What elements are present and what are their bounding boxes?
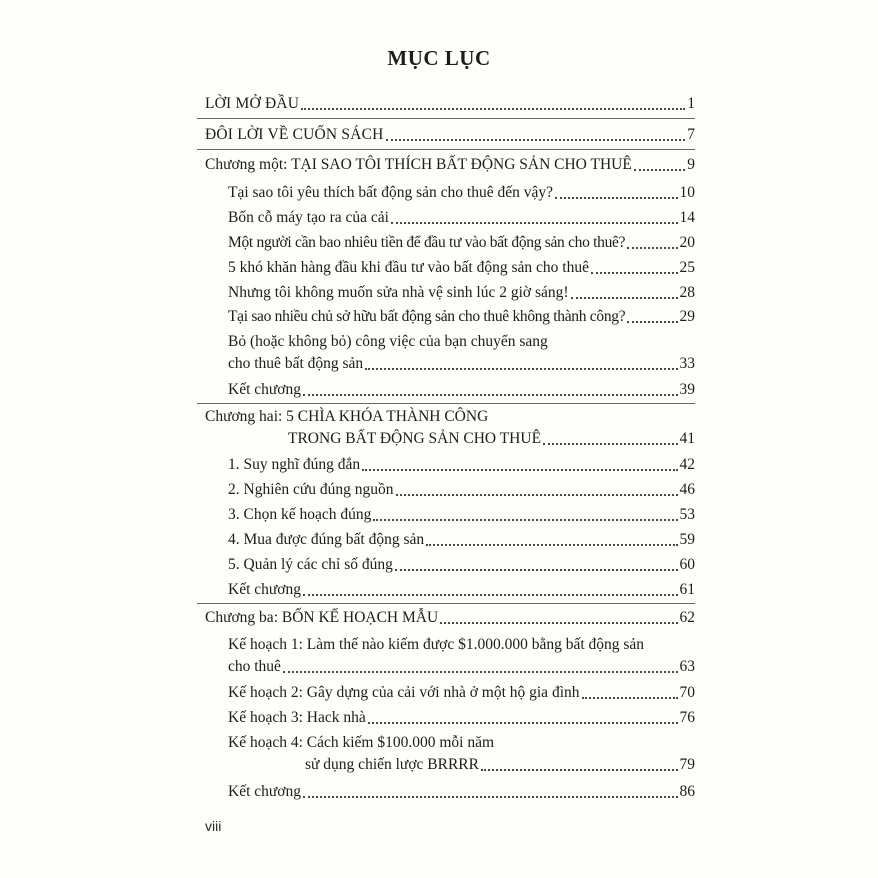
leader-dots	[395, 569, 678, 571]
section-divider	[197, 603, 695, 604]
toc-page-number: 79	[679, 756, 695, 773]
leader-dots	[283, 671, 678, 673]
page-folio: viii	[205, 818, 222, 834]
toc-chapter-1[interactable]	[205, 153, 695, 175]
toc-entry-label: 5 khó khăn hàng đầu khi đầu tư vào bất động sản cho thuê	[228, 259, 589, 276]
toc-entry[interactable]	[228, 378, 695, 400]
toc-page-number: 46	[679, 481, 695, 498]
toc-entry-label: Kế hoạch 3: Hack nhà	[228, 709, 366, 726]
leader-dots	[634, 169, 685, 171]
toc-entry-label: Một người cần bao nhiêu tiền để đầu tư vào bất động sản cho thuê?	[228, 234, 626, 251]
leader-dots	[303, 394, 678, 396]
leader-dots	[368, 722, 678, 724]
toc-entry-label: Tại sao nhiều chủ sở hữu bất động sản cho thuê không thành công?	[228, 308, 626, 325]
section-divider	[197, 149, 695, 150]
toc-entry-label: 3. Chọn kế hoạch đúng	[228, 506, 372, 523]
toc-entry[interactable]	[228, 681, 695, 703]
toc-entry-label: 4. Mua được đúng bất động sản	[228, 531, 425, 548]
toc-page-number: 41	[679, 430, 695, 447]
toc-page-number: 10	[679, 184, 695, 201]
leader-dots	[591, 272, 678, 274]
toc-entry-label-line1: Kế hoạch 4: Cách kiếm $100.000 mỗi năm	[228, 734, 495, 751]
toc-page-number: 76	[679, 709, 695, 726]
section-divider	[197, 403, 695, 404]
toc-page-number: 1	[687, 95, 695, 112]
toc-entry-label: TRONG BẤT ĐỘNG SẢN CHO THUÊ	[288, 430, 542, 447]
toc-entry[interactable]	[228, 706, 695, 728]
toc-entry[interactable]	[228, 305, 695, 327]
toc-page-number: 59	[679, 531, 695, 548]
section-divider	[197, 118, 695, 119]
toc-entry[interactable]	[228, 181, 695, 203]
toc-entry-label: Tại sao tôi yêu thích bất động sản cho thuê đến vậy?	[228, 184, 553, 201]
leader-dots	[440, 622, 677, 624]
toc-entry-label: ĐÔI LỜI VỀ CUỐN SÁCH	[205, 126, 384, 143]
leader-dots	[582, 697, 678, 699]
toc-page-number: 9	[687, 156, 695, 173]
toc-page-number: 42	[679, 456, 695, 473]
toc-entry-label: Chương ba: BỐN KẾ HOẠCH MẪU	[205, 609, 439, 626]
toc-entry-label-line1: Bỏ (hoặc không bỏ) công việc của bạn chuyển sang	[228, 333, 548, 350]
toc-page-number: 53	[679, 506, 695, 523]
toc-entry[interactable]	[228, 281, 695, 303]
leader-dots	[303, 594, 678, 596]
toc-entry-label: 2. Nghiên cứu đúng nguồn	[228, 481, 394, 498]
toc-page-number: 25	[679, 259, 695, 276]
leader-dots	[555, 197, 678, 199]
leader-dots	[627, 247, 677, 249]
toc-chapter-2[interactable]	[288, 427, 695, 449]
toc-entry-label: Kế hoạch 2: Gây dựng của cải với nhà ở một hộ gia đình	[228, 684, 580, 701]
leader-dots	[365, 368, 677, 370]
leader-dots	[627, 321, 677, 323]
toc-entry-loi-mo-dau[interactable]	[205, 92, 695, 114]
toc-entry-doi-loi[interactable]	[205, 123, 695, 145]
toc-entry-label: LỜI MỞ ĐẦU	[205, 95, 300, 112]
toc-entry[interactable]	[228, 231, 695, 253]
toc-page-number: 63	[679, 658, 695, 675]
toc-page-number: 28	[679, 284, 695, 301]
toc-entry[interactable]	[228, 553, 695, 575]
toc-entry-label: cho thuê bất động sản	[228, 355, 364, 372]
toc-page-number: 29	[679, 308, 695, 325]
leader-dots	[481, 769, 678, 771]
leader-dots	[426, 544, 677, 546]
leader-dots	[301, 108, 685, 110]
toc-entry[interactable]	[228, 478, 695, 500]
page-title: MỤC LỤC	[387, 46, 491, 70]
toc-entry[interactable]	[228, 655, 695, 677]
toc-page-number: 61	[679, 581, 695, 598]
leader-dots	[303, 796, 678, 798]
toc-entry[interactable]	[228, 578, 695, 600]
toc-entry[interactable]	[305, 753, 695, 775]
leader-dots	[386, 139, 686, 141]
toc-entry[interactable]	[228, 780, 695, 802]
toc-page-number: 39	[679, 381, 695, 398]
toc-entry[interactable]	[228, 206, 695, 228]
toc-entry[interactable]	[228, 352, 695, 374]
toc-chapter-3[interactable]	[205, 606, 695, 628]
toc-page-number: 60	[679, 556, 695, 573]
toc-entry-label: cho thuê	[228, 658, 281, 675]
toc-page-number: 62	[679, 609, 695, 626]
leader-dots	[571, 297, 678, 299]
toc-entry-label: Kết chương	[228, 783, 301, 800]
toc-entry-label: Bốn cỗ máy tạo ra của cải	[228, 209, 389, 226]
leader-dots	[362, 469, 677, 471]
toc-entry[interactable]	[228, 256, 695, 278]
toc-chapter-2-line1: Chương hai: 5 CHÌA KHÓA THÀNH CÔNG	[205, 408, 489, 425]
toc-entry-label: 5. Quản lý các chỉ số đúng	[228, 556, 393, 573]
toc-entry-label: Nhưng tôi không muốn sửa nhà vệ sinh lúc 2 giờ sáng!	[228, 284, 569, 301]
toc-entry-label: Kết chương	[228, 581, 301, 598]
toc-page-number: 86	[679, 783, 695, 800]
toc-entry-label-line1: Kế hoạch 1: Làm thế nào kiếm được $1.000.000 bằng bất động sản	[228, 636, 645, 653]
toc-page-number: 70	[679, 684, 695, 701]
toc-page-number: 33	[679, 355, 695, 372]
toc-entry-label: Chương một: TẠI SAO TÔI THÍCH BẤT ĐỘNG SẢN CHO THUÊ	[205, 156, 632, 173]
toc-page-number: 7	[687, 126, 695, 143]
leader-dots	[373, 519, 677, 521]
toc-entry[interactable]	[228, 453, 695, 475]
leader-dots	[396, 494, 678, 496]
toc-entry[interactable]	[228, 503, 695, 525]
toc-entry-label: 1. Suy nghĩ đúng đắn	[228, 456, 361, 473]
leader-dots	[391, 222, 678, 224]
toc-entry[interactable]	[228, 528, 695, 550]
toc-entry-label: sử dụng chiến lược BRRRR	[305, 756, 479, 773]
toc-page-number: 14	[679, 209, 695, 226]
toc-entry-label: Kết chương	[228, 381, 301, 398]
toc-page-number: 20	[679, 234, 695, 251]
leader-dots	[543, 443, 677, 445]
